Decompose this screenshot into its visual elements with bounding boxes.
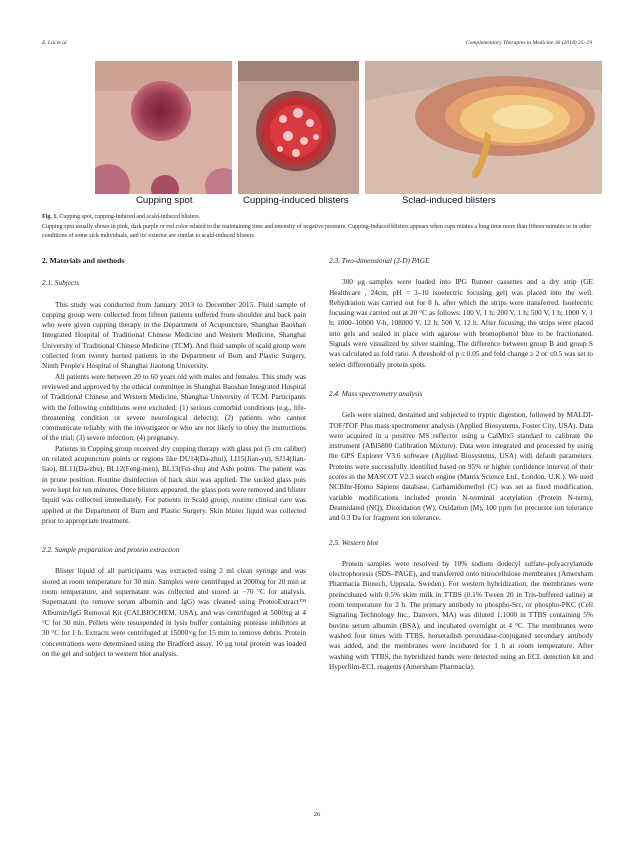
subsection-heading-sample-preparation: 2.2. Sample preparation and protein extraction [42, 545, 180, 555]
figure-caption-body: Cupping spot usually shows in pink, dark purple or red color related to the maintaining time and intensity of negative pressure. Cupping-induced blisters appears when cups retains a long time more than fifteen minutes or in other conditions of some sick individuals, and its' exterior are similar to scald-induced blisters. [42, 223, 592, 239]
paragraph: Protein samples were resolved by 10% sodium dodecyl sulfate–polyacrylamide electrophoresis (SDS–PAGE), and transferred onto nitrocellulose membranes (Amersham Pharmacia Biotech, Uppsala, Sweden). For western hybridization, the membranes were preincubated with 0.5% skim milk in TTBS (0.1% Tween 20 in Tris-buffered saline) at room temperature for 2 h. The primary antibody to phospho-Src, or phospho-PKC (Cell Signaling Technology Inc., Danvers, MA) was diluted 1:1000 in TTBS containing 5% bovine serum albumin (BSA), and incubated overnight at 4 °C. The membranes were washed four times with TTBS, horseradish peroxidase-conjugated secondary antibody was added, and the membranes were incubated for 1 h at room temperature. After washing with TTBS, the hybridized bands were detected using an ECL detection kit and Hyperfilm-ECL reagents (Amersham Pharmacia). [329, 558, 593, 671]
left-column [42, 256, 306, 659]
figure-1 [95, 61, 602, 210]
cupping-blisters-photo [238, 61, 359, 194]
paragraph: 300 μg samples were loaded into IPG Runner cassettes and a dry strip (GE Healthcare , 24cm, pH = 3–10 isoelectric focusing gel) was placed into the well. Rehydration was carried out for 8 h, after which the strips were transferred. Isoelectric focusing was carried out at 20 °C as follows: 100 V, 1 h; 200 V, 1 h; 500 V, 1 h; 1000 V, 1 h; 1000–10000 V-h, 108000 V, 12 h; 500 V, 12 h. After focusing, the strips were placed into gels and sealed in place with agarose with bromophenol blue to be fractionated. Signals were visualized by silver staining. The difference between group B and group S was calculated as fold ratio. A threshold of p ≤ 0.05 and fold change ≥ 2 or ≤0.5 was set to select differentially protein spots. [329, 277, 593, 369]
running-header-journal: Complementary Therapies in Medicine 36 (2018) 25–29 [465, 40, 592, 46]
figure-caption-label: Fig. 1. [42, 214, 58, 220]
subsection-heading-western-blot: 2.5. Western blot [329, 537, 379, 547]
running-header-authors: Z. Liu et al. [42, 40, 68, 46]
paragraph: Gels were stained, destained and subjected to tryptic digestion, followed by MALDI-TOF/TOF Plus mass spectrometer analysis (Applied Biosystems, Foster City, USA). Data were acquired in a positive MS reflector using a CalMix5 standard to calibrate the instrument (ABI5800 Calibration Mixture). Data were integrated and processed by using the GPS Explorer V3.6 software (Applied Biosystems, USA) with default parameters. Proteins were successfully identified based on 95% or higher confidence interval of their scores in the MASCOT V2.3 search engine (Matrix Science Ltd., London, U.K.). We used NCBInr-Homo Sapiens database, Carbamidomethyl (C) was set as fixed modification, variable modifications included protein N-terminal acetylation (Protein N-term), Deamidated (NQ), Dioxidation (W), Oxidation (M), 100 ppm for precursor ion tolerance and 0.3 Da for fragment ion tolerance. [329, 410, 593, 523]
scald-blisters-photo [365, 61, 602, 194]
cupping-spot-photo [95, 61, 232, 194]
paragraph: Patients in Cupping group received dry cupping therapy with glass pot (5 cm caliber) on related acupuncture points or regions like DU14(Da-zhui), LI15(Jian-yu), SJ14(Jian-liao), BL11(Da-zhu), BL12(Feng-men), BL13(Fei-shu) and Ashi points. The patient was in prone position. Routine disinfection of back skin was applied. The sucked glass pots were kept for ten minutes. Once blisters appeared, the glass pots were removed and blister liquid was collected immediately. For patients in Scald group, routine clinical care was applied at the Department of Burn and Plastic Surgery. Skin blister liquid was collected prior to appropriate treatment. [42, 443, 306, 525]
subsection-heading-mass-spectrometry: 2.4. Mass spectrometry analysis [329, 388, 423, 398]
paragraph: Blister liquid of all participants was extracted using 2 ml clean syringe and was stored at room temperature for 30 min. Samples were centrifuged at 2000xg for 20 min at room temperature, and supernatant was collected and stored at −70 °C for analysis. Supernatant (to remove serum albumin and IgG) was cleaned using ProteoExtract™ Albumin/IgG Removal Kit (CALBIOCHEM, USA), and was centrifuged at 5000xg at 4 °C for 30 min. Pellets were resuspended in lysis buffer containing protease inhibitors at 30 °C for 1 h. Extracts were centrifuged at 15000×g for 15 min to remove debris. Protein concentrations were determined using the Bradford assay. 10 μg total protein was loaded on the gel and subject to western blot analysis. [42, 566, 306, 658]
figure-caption-title: Cupping spot, cupping-induced and scald-induced blisters. [59, 214, 201, 220]
section-heading: 2. Materials and methods [42, 256, 125, 265]
paragraph: This study was conducted from January 2013 to December 2015. Fluid sample of cupping group were collected from fifteen patients suffered from shoulder and back pain who were given cupping therapy in the Department of Acupuncture, Shanghai Baoshan Integrated Hospital of Traditional Chinese Medicine and Western Medicine, Shanghai University of Traditional Chinese Medicine (TCM). And fluid sample of scald group were collected from twenty burned patients in the Department of Burn and Plastic Surgery, Ninth People's Hospital of Shanghai Jiaotong University. [42, 299, 306, 371]
subsection-heading-subjects: 2.1. Subjects [42, 278, 80, 288]
figure-caption [42, 213, 597, 242]
caption-cupping-blisters: Cupping-induced blisters [243, 195, 349, 206]
page-number: 26 [313, 811, 321, 818]
caption-scald-blisters: Sclad-induced blisters [402, 195, 496, 206]
caption-cupping-spot: Cupping spot [136, 195, 193, 206]
right-column [329, 256, 593, 672]
paragraph: All patients were between 20 to 60 years old with males and females. This study was reviewed and approved by the ethical committee in Shanghai Baoshan Integrated Hospital of Traditional Chinese and Western Medicine, Shanghai University of TCM. Participants with the following conditions were excluded: (1) serious comorbid conditions (e.g., life-threatening condition or severe neurological defects); (2) patients who cannot communicate reliably with the investigator or who are not likely to obey the instructions of the trial; (3) severe infection; (4) pregnancy. [42, 371, 306, 443]
subsection-heading-2d-page: 2.3. Two-dimensional (2-D) PAGE [329, 256, 430, 265]
